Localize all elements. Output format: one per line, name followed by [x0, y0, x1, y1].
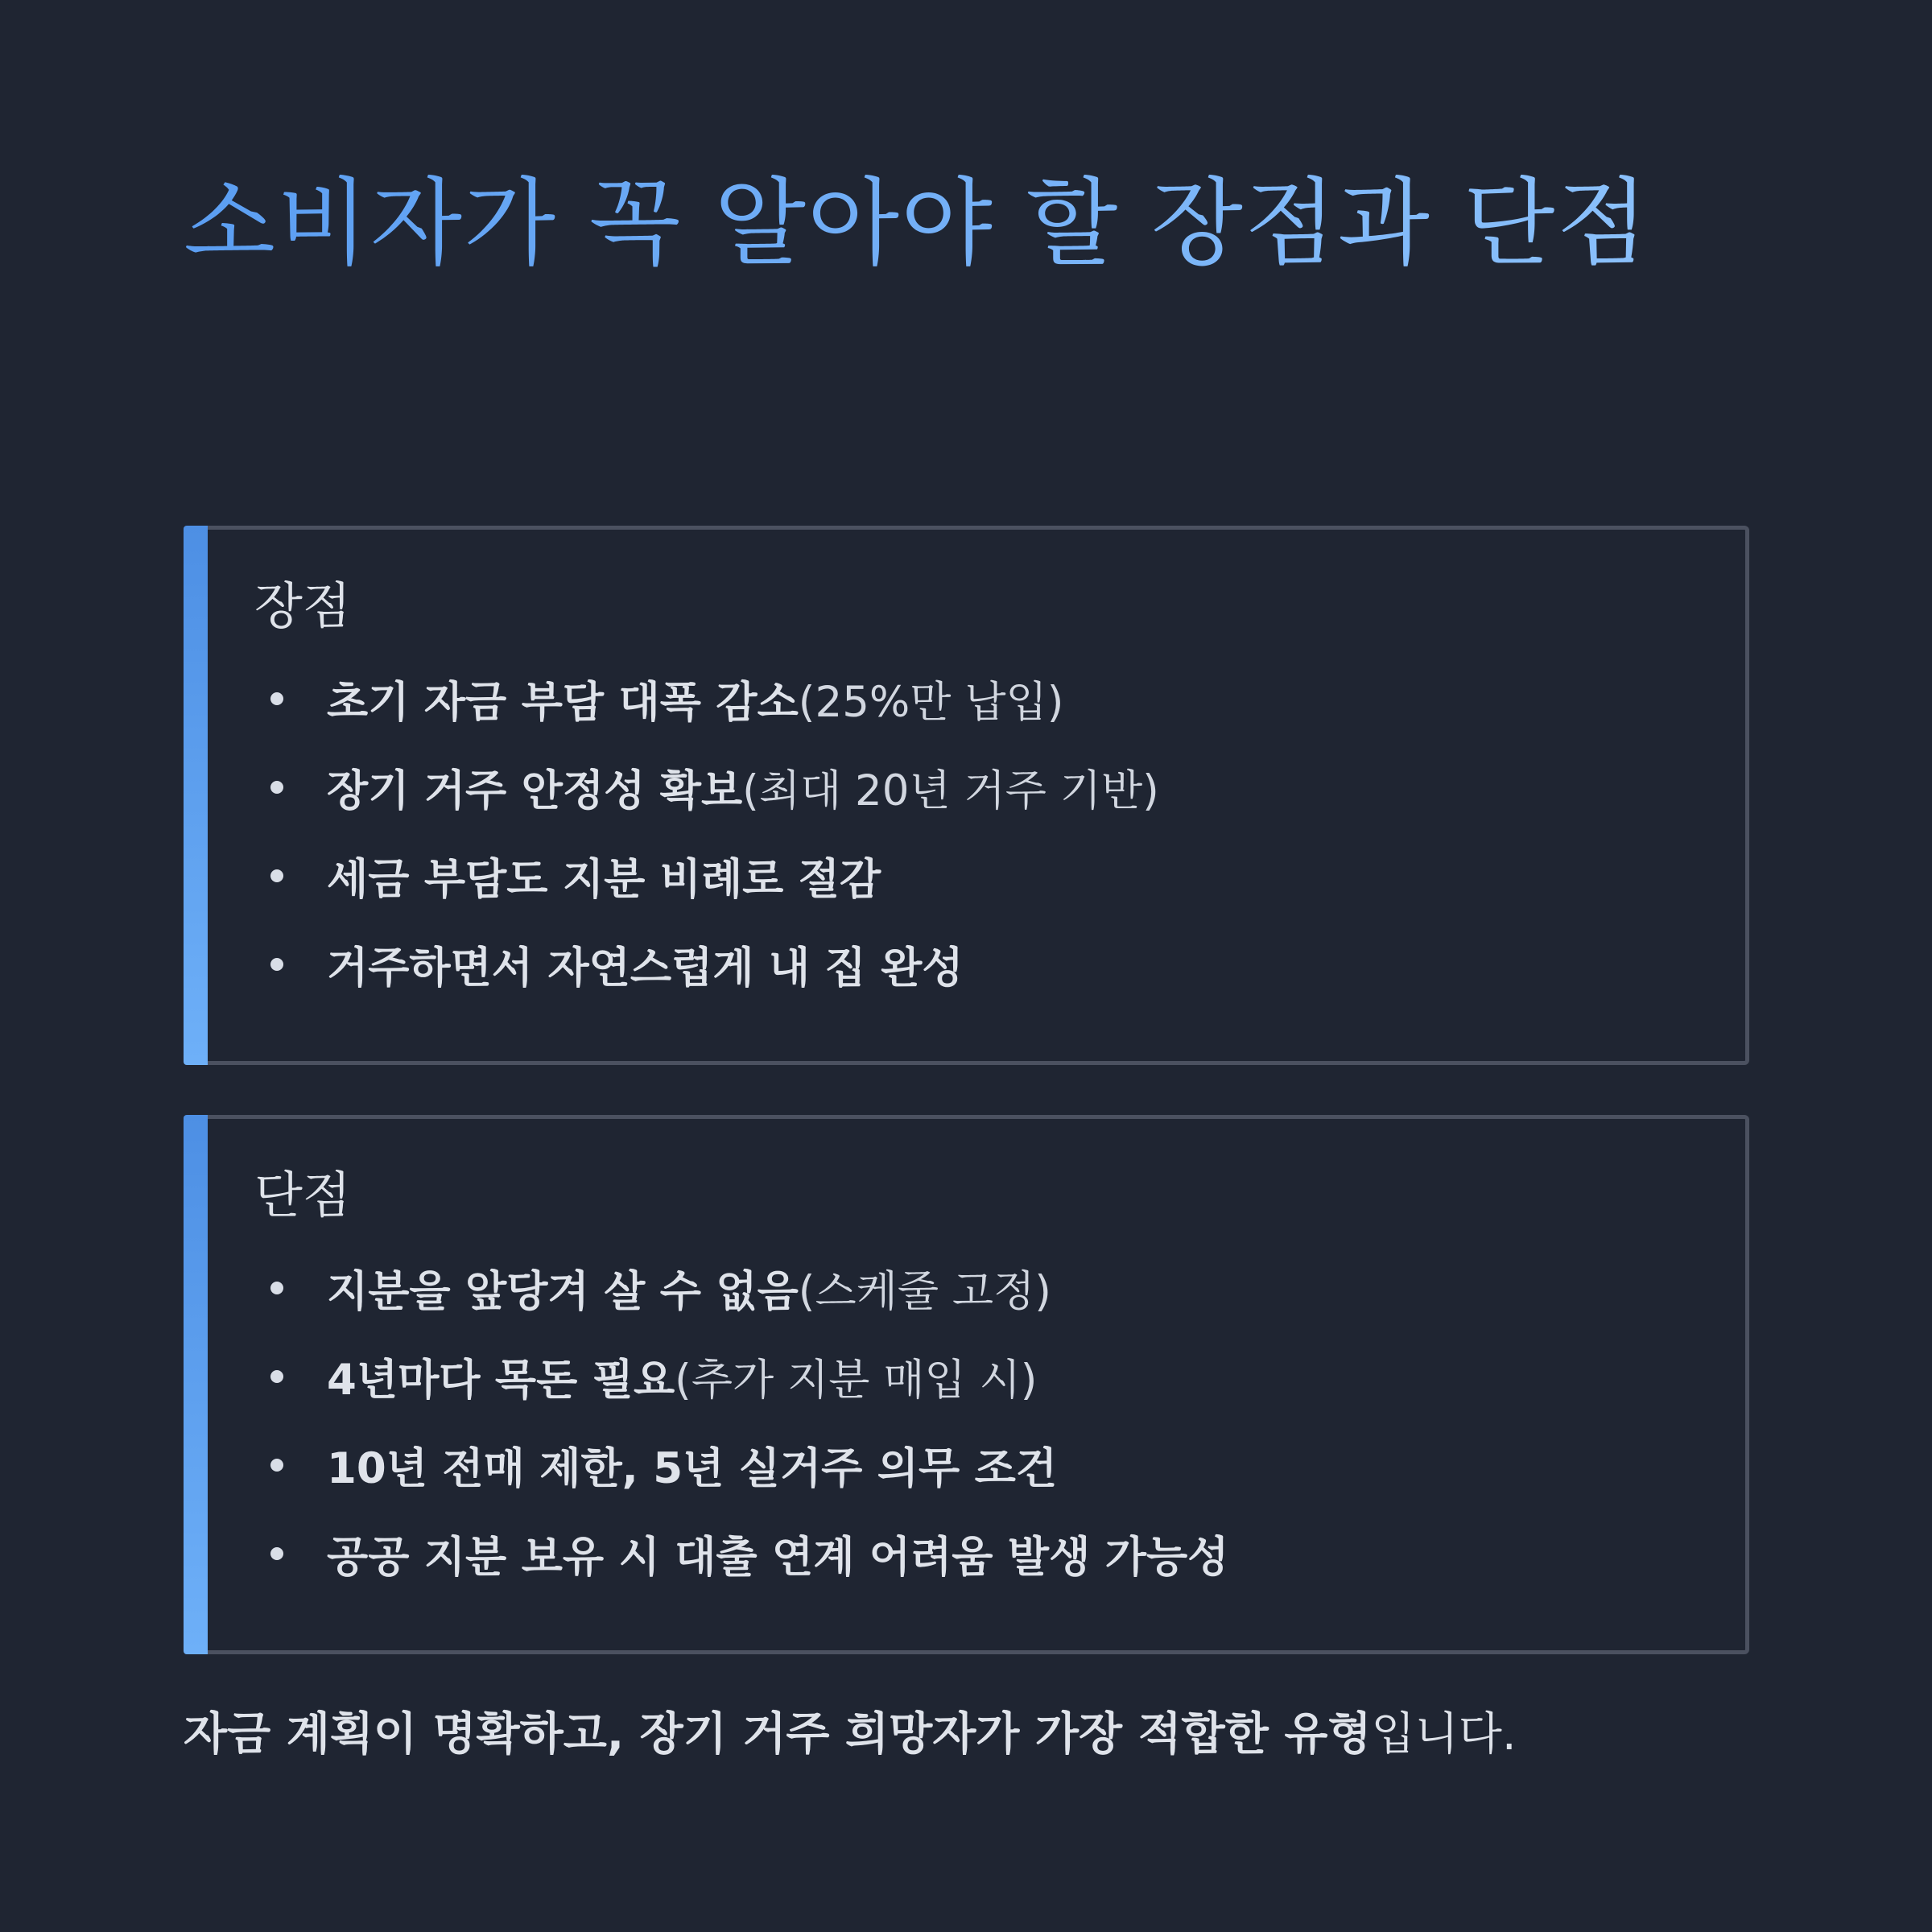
- summary-text: [184, 1703, 1517, 1767]
- cons-accent-bar: [184, 1115, 208, 1654]
- pros-item-title: 장기 거주 안정성 확보: [327, 766, 743, 815]
- cons-list-item: [270, 1509, 1228, 1598]
- pros-card: [184, 526, 1749, 1065]
- cons-heading: 단점: [254, 1166, 351, 1224]
- pros-heading: 장점: [254, 576, 351, 635]
- pros-list-item: [270, 654, 1159, 743]
- cons-list-item: [270, 1332, 1228, 1421]
- bullet-icon: [270, 1282, 283, 1294]
- bullet-icon: [270, 781, 283, 794]
- pros-item-note: (최대 20년 거주 기반): [742, 766, 1159, 815]
- pros-item-title: 세금 부담도 지분 비례로 절감: [327, 855, 881, 904]
- summary-ending: 입니다.: [1371, 1708, 1517, 1761]
- cons-item-title: 공공 지분 보유 시 대출 연계 어려움 발생 가능성: [327, 1533, 1229, 1582]
- cons-list-item: [270, 1244, 1228, 1332]
- cons-card: [184, 1115, 1749, 1654]
- bullet-icon: [270, 1459, 283, 1472]
- pros-item-title: 거주하면서 자연스럽게 내 집 완성: [327, 943, 964, 993]
- pros-accent-bar: [184, 526, 208, 1065]
- page-title: 소비자가 꼭 알아야 할 장점과 단점: [184, 153, 1749, 294]
- cons-list-item: [270, 1421, 1228, 1509]
- cons-item-note: (스케줄 고정): [798, 1267, 1051, 1316]
- bullet-icon: [270, 1547, 283, 1560]
- cons-item-title: 4년마다 목돈 필요: [327, 1356, 675, 1405]
- pros-item-title: 초기 자금 부담 대폭 감소: [327, 678, 799, 727]
- pros-list-item: [270, 920, 1159, 1009]
- bullet-icon: [270, 869, 283, 882]
- cons-list: [270, 1244, 1228, 1598]
- summary-emphasis: 자금 계획이 명확하고, 장기 거주 희망자가 가장 적합한 유형: [184, 1708, 1372, 1761]
- cons-item-title: 지분을 앞당겨 살 수 없음: [327, 1267, 799, 1316]
- cons-item-note: (추가 지분 매입 시): [675, 1356, 1038, 1405]
- pros-list: [270, 654, 1159, 1009]
- pros-item-note: (25%만 납입): [798, 678, 1064, 727]
- bullet-icon: [270, 692, 283, 705]
- bullet-icon: [270, 1370, 283, 1383]
- bullet-icon: [270, 958, 283, 971]
- page-content: [184, 153, 1749, 1761]
- pros-list-item: [270, 743, 1159, 832]
- pros-list-item: [270, 832, 1159, 920]
- cons-item-title: 10년 전매 제한, 5년 실거주 의무 조건: [327, 1444, 1058, 1493]
